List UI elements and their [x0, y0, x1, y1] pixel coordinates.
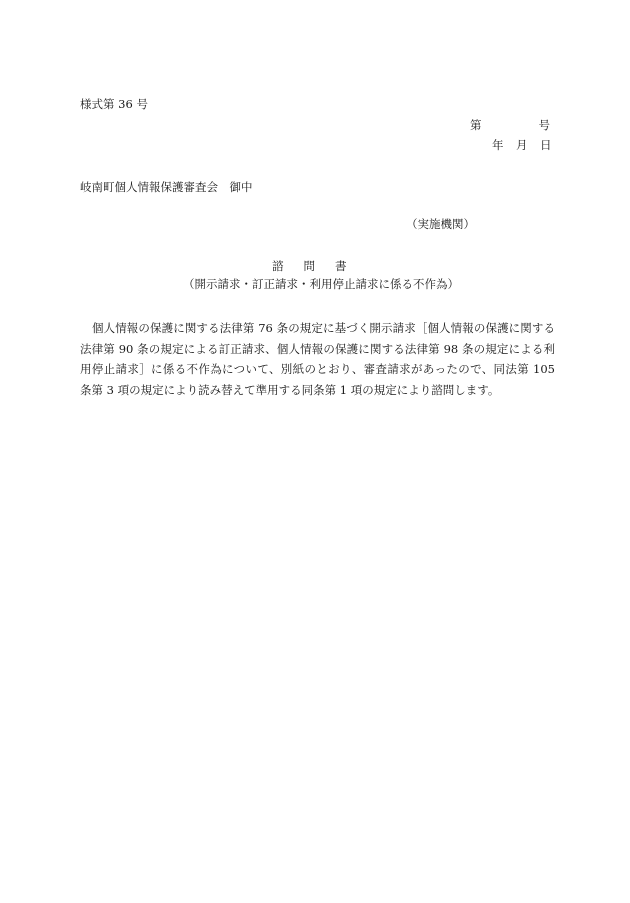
title-char: 問	[303, 259, 315, 273]
title-char: 諮	[272, 259, 284, 273]
title-char: 書	[335, 259, 347, 273]
document-subtitle: （開示請求・訂正請求・利用停止請求に係る不作為）	[183, 277, 459, 291]
date-day: 日	[540, 138, 552, 152]
document-number-suffix: 号	[538, 118, 550, 132]
document-number-prefix: 第	[470, 118, 482, 132]
date-month: 月	[516, 138, 528, 152]
date-year: 年	[492, 138, 504, 152]
document-title	[272, 261, 347, 273]
implementing-agency: （実施機関）	[406, 217, 475, 231]
form-number: 様式第 36 号	[80, 97, 148, 111]
addressee: 岐南町個人情報保護審査会 御中	[80, 180, 253, 194]
body-paragraph: 個人情報の保護に関する法律第 76 条の規定に基づく開示請求［個人情報の保護に関する法律第 90 条の規定による訂正請求、個人情報の保護に関する法律第 98 条の規定による利用停止請求］に係る不作為について、別紙のとおり、審査請求があったので、同法第 105 条第 3 項の規定により読み替えて準用する同条第 1 項の規定により諮問します。	[80, 321, 555, 397]
